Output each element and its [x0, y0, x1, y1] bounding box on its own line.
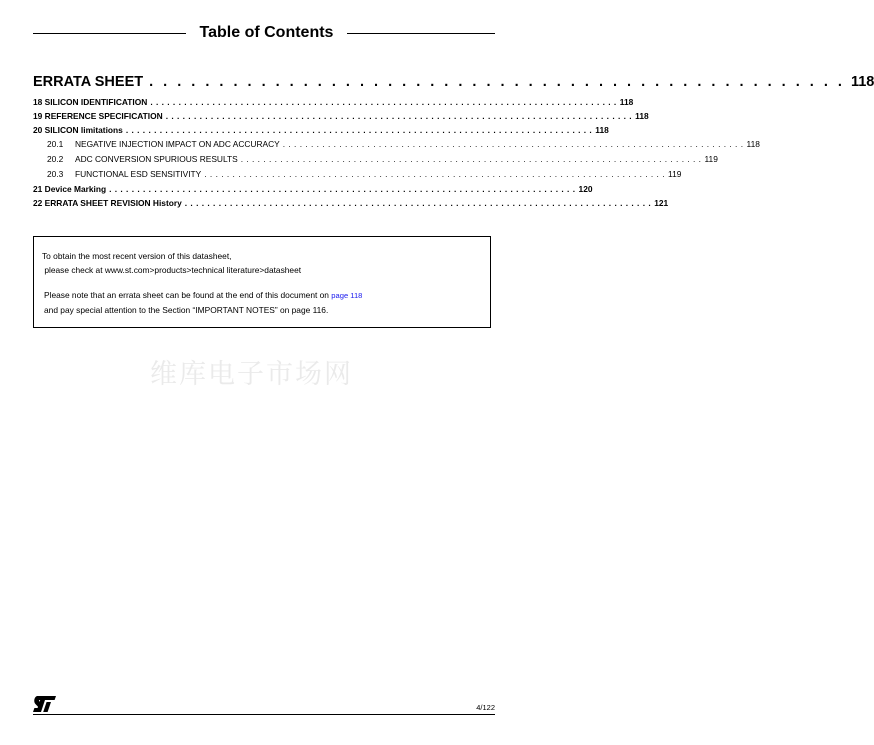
toc-entry-label: NEGATIVE INJECTION IMPACT ON ADC ACCURACY	[75, 139, 280, 149]
toc-entry-silicon-limitations[interactable]	[33, 123, 609, 137]
toc-entry-page: 119	[668, 169, 682, 179]
toc-entry-adc-conversion[interactable]	[33, 152, 718, 167]
toc-entry-label: FUNCTIONAL ESD SENSITIVITY	[75, 169, 202, 179]
toc-entry-page: 119	[704, 154, 718, 164]
toc-leader-dots: . . . . . . . . . . . . . . . . . . . . . . . . . . . . . . . . . . . . . . . . . . . . . . . . . . . . . . . . . . . . . . . . . . . . . . . . . . . . . . . . . .	[282, 139, 744, 149]
toc-entry-page: 120	[578, 184, 593, 194]
page-header	[33, 22, 495, 44]
toc-entry-page: 121	[654, 198, 669, 208]
toc-leader-dots: . . . . . . . . . . . . . . . . . . . . . . . . . . . . . . . . . . . . . . . . . . . . . . . . . . . . . . . . . . . . . . . . . . . . . . . . . . . . . . . . . . .	[150, 97, 617, 107]
toc-leader-dots: . . . . . . . . . . . . . . . . . . . . . . . . . . . . . . . . . . . . . . . . . . . . . . . . . . . . . . . . . . . . . . . . . . . . . . . . . . . . . . . . . . .	[184, 198, 652, 208]
toc-entry-number: 20.2	[47, 154, 64, 164]
toc-entry-revision-history[interactable]	[33, 196, 669, 210]
page-title: Table of Contents	[199, 24, 334, 41]
toc-entry-negative-injection[interactable]	[33, 137, 760, 152]
toc-entry-label: 18 SILICON IDENTIFICATION	[33, 97, 148, 107]
toc-entry-page: 118	[619, 97, 634, 107]
toc-entry-label: 19 REFERENCE SPECIFICATION	[33, 111, 163, 121]
toc-entry-number: 20.1	[47, 139, 64, 149]
note-line: please check at www.st.com>products>technical literature>datasheet	[42, 265, 302, 275]
toc-entry-silicon-identification[interactable]	[33, 95, 634, 109]
toc-entry-number: 20.3	[47, 169, 64, 179]
toc-entry-errata-sheet[interactable]	[33, 72, 874, 92]
toc-entry-page: 118	[850, 74, 874, 90]
footer-rule	[33, 714, 495, 715]
datasheet-note-box	[33, 236, 491, 328]
toc-leader-dots: . . . . . . . . . . . . . . . . . . . . . . . . . . . . . . . . . . . . . . . . . . . . . . . . . . . . . . . . . . . . . . . . . . . . . . . . . . . . . . . . . .	[240, 154, 702, 164]
toc-entry-page: 118	[746, 139, 760, 149]
page-footer	[33, 696, 495, 720]
toc-entry-reference-specification[interactable]	[33, 109, 649, 123]
page-number: 4/122	[476, 703, 495, 712]
table-of-contents	[33, 72, 874, 210]
toc-entry-label: 20 SILICON limitations	[33, 125, 123, 135]
note-line: To obtain the most recent version of this datasheet,	[42, 251, 232, 261]
toc-entry-label: 21 Device Marking	[33, 184, 107, 194]
toc-entry-functional-esd[interactable]	[33, 167, 682, 182]
toc-entry-page: 118	[595, 125, 609, 135]
toc-entry-device-marking[interactable]	[33, 182, 593, 196]
page-118-link[interactable]: page 118	[331, 291, 363, 300]
toc-leader-dots: . . . . . . . . . . . . . . . . . . . . . . . . . . . . . . . . . . . . . . . . . . . . . . . . . .	[149, 74, 845, 90]
toc-leader-dots: . . . . . . . . . . . . . . . . . . . . . . . . . . . . . . . . . . . . . . . . . . . . . . . . . . . . . . . . . . . . . . . . . . . . . . . . . . . . . . . . . . .	[109, 184, 576, 194]
toc-leader-dots: . . . . . . . . . . . . . . . . . . . . . . . . . . . . . . . . . . . . . . . . . . . . . . . . . . . . . . . . . . . . . . . . . . . . . . . . . . . . . . . . . .	[204, 169, 666, 179]
toc-entry-label: ERRATA SHEET	[33, 74, 144, 90]
st-logo	[33, 696, 57, 712]
watermark: 维库电子市场网	[150, 359, 353, 390]
header-rule-right	[347, 33, 495, 34]
note-line: and pay special attention to the Section “IMPORTANT NOTES” on page 116.	[44, 305, 329, 315]
toc-entry-label: 22 ERRATA SHEET REVISION History	[33, 198, 182, 208]
header-rule-left	[33, 33, 186, 34]
note-line: Please note that an errata sheet can be found at the end of this document on	[44, 290, 332, 300]
toc-leader-dots: . . . . . . . . . . . . . . . . . . . . . . . . . . . . . . . . . . . . . . . . . . . . . . . . . . . . . . . . . . . . . . . . . . . . . . . . . . . . . . . . . . .	[165, 111, 633, 121]
toc-entry-label: ADC CONVERSION SPURIOUS RESULTS	[75, 154, 238, 164]
toc-entry-page: 118	[635, 111, 649, 121]
toc-leader-dots: . . . . . . . . . . . . . . . . . . . . . . . . . . . . . . . . . . . . . . . . . . . . . . . . . . . . . . . . . . . . . . . . . . . . . . . . . . . . . . . . . . .	[125, 125, 593, 135]
